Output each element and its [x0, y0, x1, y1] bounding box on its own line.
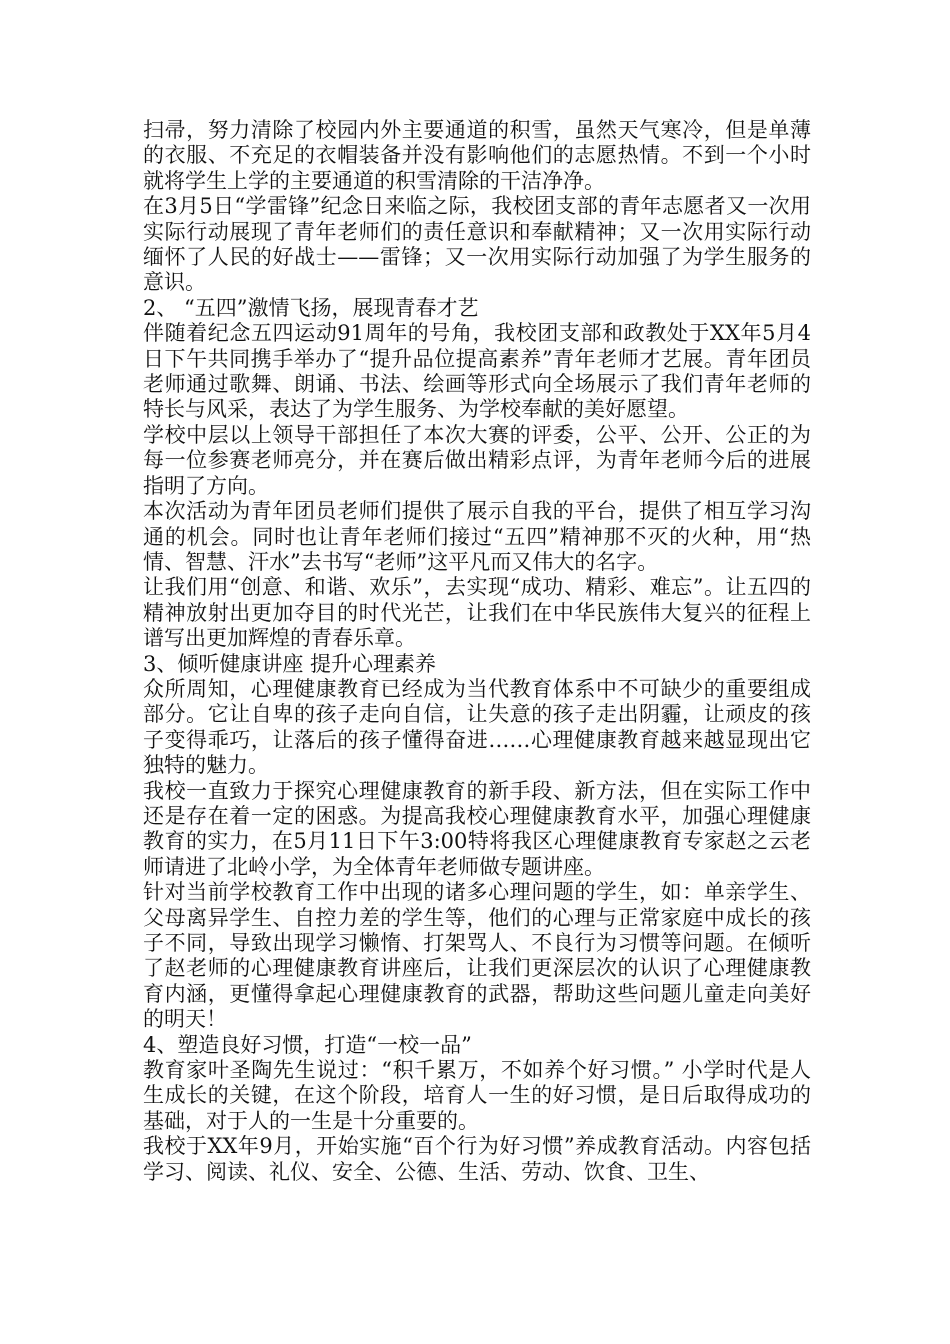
paragraph: 众所周知，心理健康教育已经成为当代教育体系中不可缺少的重要组成部分。它让自卑的孩子走向自信，让失意的孩子走出阴霾，让顽皮的孩子变得乖巧，让落后的孩子懂得奋进……心理健康教育越来越显现出它独特的魅力。 [143, 676, 811, 778]
paragraph: 在3月5日“学雷锋”纪念日来临之际，我校团支部的青年志愿者又一次用实际行动展现了青年老师们的责任意识和奉献精神；又一次用实际行动缅怀了人民的好战士——雷锋；又一次用实际行动加强了为学生服务的意识。 [143, 194, 811, 295]
paragraph: 我校于XX年9月，开始实施“百个行为好习惯”养成教育活动。内容包括学习、阅读、礼仪、安全、公德、生活、劳动、饮食、卫生、 [143, 1134, 811, 1184]
section-heading: 3、倾听健康讲座 提升心理素养 [143, 651, 437, 676]
paragraph: 伴随着纪念五四运动91周年的号角，我校团支部和政教处于XX年5月4日下午共同携手举办了“提升品位提高素养”青年老师才艺展。青年团员老师通过歌舞、朗诵、书法、绘画等形式向全场展示了我们青年老师的特长与风采，表达了为学生服务、为学校奉献的美好愿望。 [143, 321, 811, 422]
paragraph: 学校中层以上领导干部担任了本次大赛的评委，公平、公开、公正的为每一位参赛老师亮分，并在赛后做出精彩点评，为青年老师今后的进展指明了方向。 [143, 422, 811, 498]
section-heading: 4、塑造良好习惯，打造“一校一品” [143, 1032, 472, 1057]
paragraph: 扫帚，努力清除了校园内外主要通道的积雪，虽然天气寒冷，但是单薄的衣服、不充足的衣帽装备并没有影响他们的志愿热情。不到一个小时就将学生上学的主要通道的积雪清除的干洁净净。 [143, 118, 811, 193]
document-page [143, 118, 811, 1185]
paragraph: 教育家叶圣陶先生说过：“积千累万，不如养个好习惯。” 小学时代是人生成长的关键，在这个阶段，培育人一生的好习惯，是日后取得成功的基础，对于人的一生是十分重要的。 [143, 1058, 811, 1133]
paragraph: 让我们用“创意、和谐、欢乐”，去实现“成功、精彩、难忘”。让五四的精神放射出更加夺目的时代光芒，让我们在中华民族伟大复兴的征程上谱写出更加辉煌的青春乐章。 [143, 575, 811, 651]
paragraph: 我校一直致力于探究心理健康教育的新手段、新方法，但在实际工作中还是存在着一定的困惑。为提高我校心理健康教育水平，加强心理健康教育的实力，在5月11日下午3:00特将我区心理健康教育专家赵之云老师请进了北岭小学，为全体青年老师做专题讲座。 [143, 778, 811, 879]
section-heading: 2、 “五四”激情飞扬，展现青春才艺 [143, 295, 479, 320]
paragraph: 针对当前学校教育工作中出现的诸多心理问题的学生，如：单亲学生、父母离异学生、自控力差的学生等，他们的心理与正常家庭中成长的孩子不同，导致出现学习懒惰、打架骂人、不良行为习惯等问题。在倾听了赵老师的心理健康教育讲座后，让我们更深层次的认识了心理健康教育内涵，更懂得拿起心理健康教育的武器，帮助这些问题儿童走向美好的明天！ [143, 880, 811, 1032]
paragraph: 本次活动为青年团员老师们提供了展示自我的平台，提供了相互学习沟通的机会。同时也让青年老师们接过“五四”精神那不灭的火种，用“热情、智慧、汗水”去书写“老师”这平凡而又伟大的名字。 [143, 499, 811, 574]
